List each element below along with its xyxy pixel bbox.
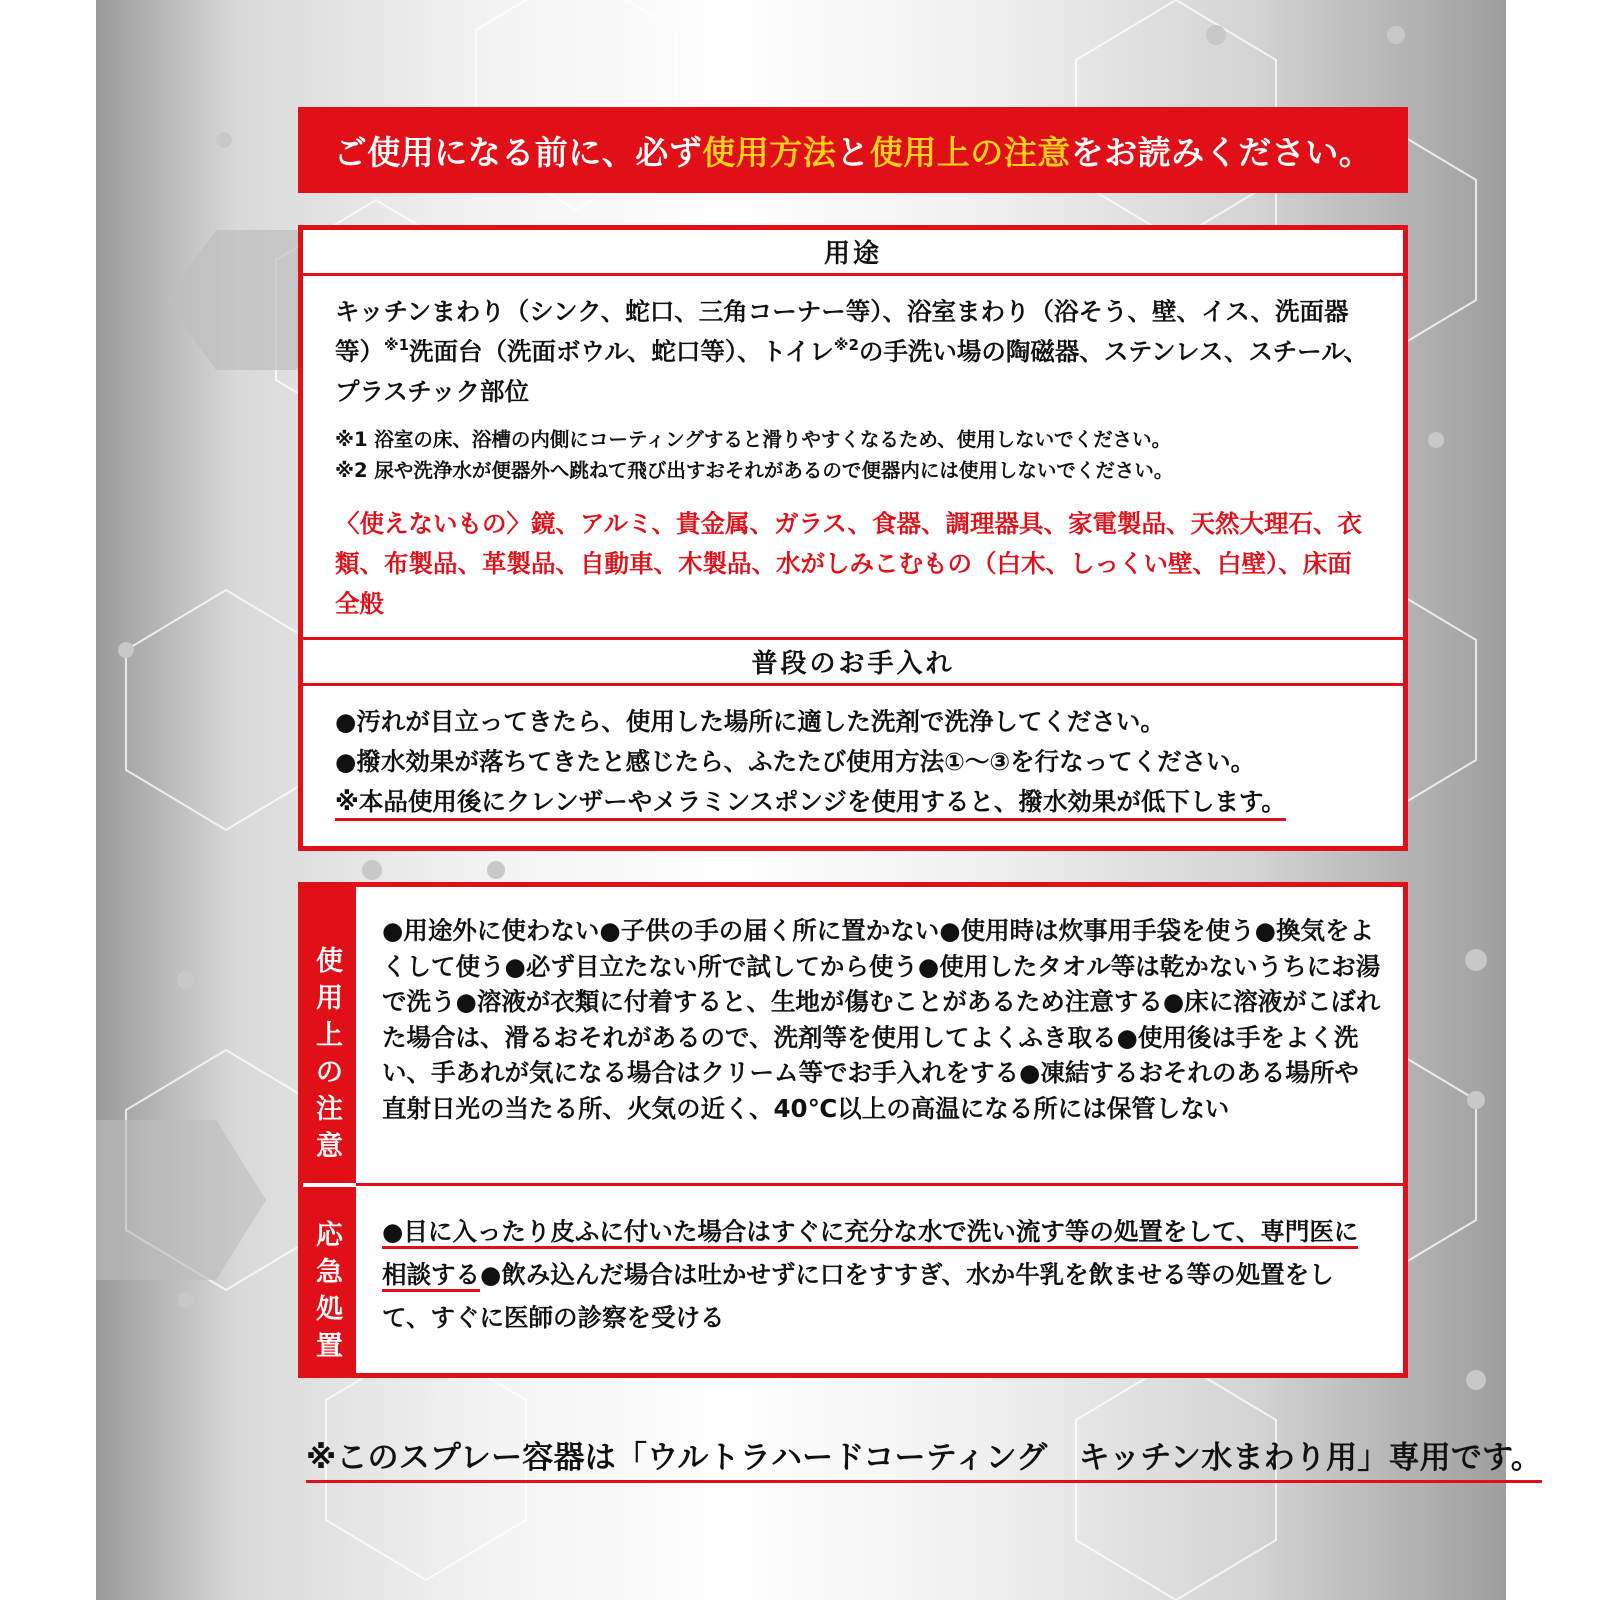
banner-highlight-usage: 使用方法 bbox=[702, 132, 837, 172]
usage-description bbox=[335, 292, 1375, 412]
banner-text-3: をお読みください。 bbox=[1070, 132, 1373, 172]
care-line-1: ●汚れが目立ってきたら、使用した場所に適した洗剤で洗浄してください。 bbox=[335, 707, 1165, 736]
first-aid-label-char: 応 bbox=[316, 1220, 343, 1251]
caution-and-first-aid-box bbox=[298, 882, 1408, 1378]
first-aid-label-char: 処 bbox=[316, 1294, 343, 1325]
caution-label-char: 用 bbox=[316, 983, 343, 1014]
section-divider bbox=[356, 1183, 1403, 1186]
care-line-3-text: ※本品使用後にクレンザーやメラミンスポンジを使用すると、撥水効果が低下します。 bbox=[335, 787, 1286, 821]
first-aid-text bbox=[382, 1210, 1382, 1339]
usage-footnotes bbox=[335, 424, 1375, 486]
usage-footnote-1: ※1 浴室の床、浴槽の内側にコーティングすると滑りやすくなるため、使用しないでください。 bbox=[335, 428, 1172, 451]
cannot-use-list: 〈使えないもの〉鏡、アルミ、貴金属、ガラス、食器、調理器具、家電製品、天然大理石、衣類、布製品、革製品、自動車、木製品、水がしみこむもの（白木、しっくい壁、白壁）、床面全般 bbox=[335, 509, 1363, 618]
care-heading: 普段のお手入れ bbox=[303, 637, 1403, 686]
banner-highlight-cautions: 使用上の注意 bbox=[869, 132, 1071, 172]
usage-footnote-ref-1: ※1 bbox=[384, 336, 410, 354]
care-line-3 bbox=[335, 782, 1375, 822]
usage-heading: 用途 bbox=[303, 230, 1403, 276]
caution-label-char: 使 bbox=[316, 946, 343, 977]
usage-text-a: キッチンまわり（シンク、蛇口、三角コーナー等）、浴室まわり（浴そう、壁、イス、洗面器等） bbox=[335, 297, 1349, 366]
usage-footnote-ref-2: ※2 bbox=[833, 336, 859, 354]
usage-text-c: の手洗い場の陶磁器、ステンレス、スチール、プラスチック部位 bbox=[335, 337, 1369, 406]
first-aid-label-char: 置 bbox=[316, 1331, 343, 1362]
container-note bbox=[306, 1432, 1542, 1477]
container-note-text: ※このスプレー容器は「ウルトラハードコーティング キッチン水まわり用」専用です。 bbox=[306, 1440, 1542, 1483]
caution-label-char: の bbox=[316, 1057, 343, 1088]
caution-label-char: 意 bbox=[316, 1131, 343, 1162]
first-aid-label bbox=[303, 1187, 356, 1373]
usage-and-care-box bbox=[298, 225, 1408, 851]
caution-label-char: 注 bbox=[316, 1094, 343, 1125]
read-before-use-banner bbox=[298, 107, 1408, 193]
first-aid-label-char: 急 bbox=[316, 1257, 343, 1288]
banner-text-1: ご使用になる前に、必ず bbox=[333, 132, 703, 172]
caution-label-char: 上 bbox=[316, 1020, 343, 1051]
usage-footnote-2: ※2 尿や洗浄水が便器外へ跳ねて飛び出すおそれがあるので便器内には使用しないでください。 bbox=[335, 459, 1174, 482]
first-aid-swallow: ●飲み込んだ場合は吐かせずに口をすすぎ、水か牛乳を飲ませる等の処置をして、すぐに医師の診察を受ける bbox=[382, 1260, 1334, 1332]
usage-body bbox=[335, 292, 1375, 624]
care-body bbox=[335, 702, 1375, 822]
care-line-2: ●撥水効果が落ちてきたと感じたら、ふたたび使用方法①〜③を行なってください。 bbox=[335, 747, 1256, 776]
usage-text-b: 洗面台（洗面ボウル、蛇口等）、トイレ bbox=[409, 337, 834, 366]
first-aid-eye-skin: ●目に入ったり皮ふに付いた場合はすぐに充分な水で洗い流す等の処置をして、専門医に相談する bbox=[382, 1217, 1358, 1292]
banner-text-2: と bbox=[836, 132, 870, 172]
caution-label bbox=[303, 887, 356, 1183]
caution-text: ●用途外に使わない●子供の手の届く所に置かない●使用時は炊事用手袋を使う●換気をよくして使う●必ず目立たない所で試してから使う●使用したタオル等は乾かないうちにお湯で洗う●溶液が衣類に付着すると、生地が傷むことがあるため注意する●床に溶液がこぼれた場合は、滑るおそれがあるので、洗剤等を使用してよくふき取る●使用後は手をよく洗い、手あれが気になる場合はクリーム等でお手入れをする●凍結するおそれのある場所や直射日光の当たる所、火気の近く、40℃以上の高温になる所には保管しない bbox=[382, 916, 1381, 1123]
